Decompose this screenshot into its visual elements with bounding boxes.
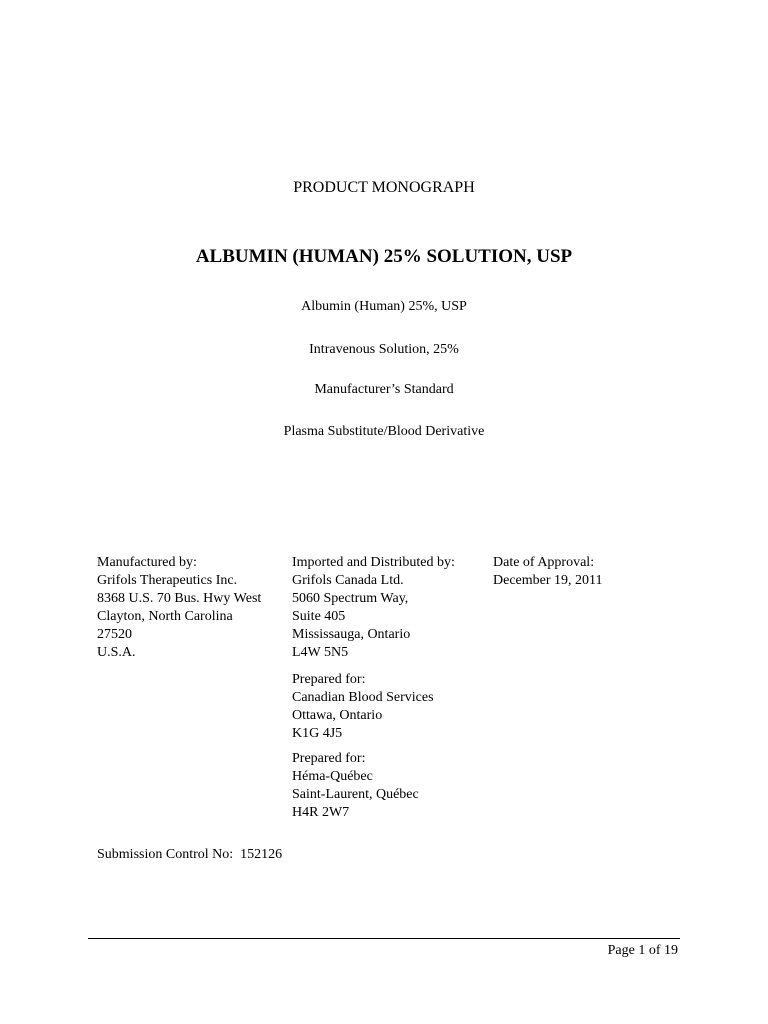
monograph-heading: PRODUCT MONOGRAPH [293,179,475,196]
manufacturer-line: U.S.A. [97,645,136,660]
approval-date: December 19, 2011 [493,573,603,588]
approval-label: Date of Approval: [493,555,595,570]
submission-control-number: Submission Control No: 152126 [97,847,283,862]
prepared-for-block [292,671,434,743]
prepared-for-label: Prepared for: [292,751,366,766]
product-title: ALBUMIN (HUMAN) 25% SOLUTION, USP [195,246,573,267]
importer-line: Grifols Canada Ltd. [292,573,404,588]
prepared-for-line: Héma-Québec [292,769,373,784]
prepared-for-block [292,750,419,822]
importer-label: Imported and Distributed by: [292,555,455,570]
prepared-for-line: K1G 4J5 [292,726,343,741]
manufacturer-line: Clayton, North Carolina [97,609,233,624]
dosage-form: Intravenous Solution, 25% [309,342,459,357]
page-number: Page 1 of 19 [607,943,678,958]
prepared-for-line: Ottawa, Ontario [292,708,383,723]
importer-line: Suite 405 [292,609,346,624]
standard: Manufacturer’s Standard [314,382,454,397]
manufacturer-line: 8368 U.S. 70 Bus. Hwy West [97,591,262,606]
proper-name: Albumin (Human) 25%, USP [301,299,467,314]
manufacturer-line: Grifols Therapeutics Inc. [97,573,238,588]
importer-block [292,554,455,662]
prepared-for-line: Canadian Blood Services [292,690,434,705]
prepared-for-line: Saint-Laurent, Québec [292,787,419,802]
footer-divider [88,938,680,939]
prepared-for-label: Prepared for: [292,672,366,687]
manufacturer-block [97,554,261,662]
importer-line: L4W 5N5 [292,645,349,660]
manufacturer-label: Manufactured by: [97,555,197,570]
importer-line: Mississauga, Ontario [292,627,411,642]
importer-line: 5060 Spectrum Way, [292,591,409,606]
approval-block [493,554,603,590]
manufacturer-line: 27520 [97,627,132,642]
prepared-for-line: H4R 2W7 [292,805,350,820]
therapeutic-class: Plasma Substitute/Blood Derivative [283,424,485,439]
